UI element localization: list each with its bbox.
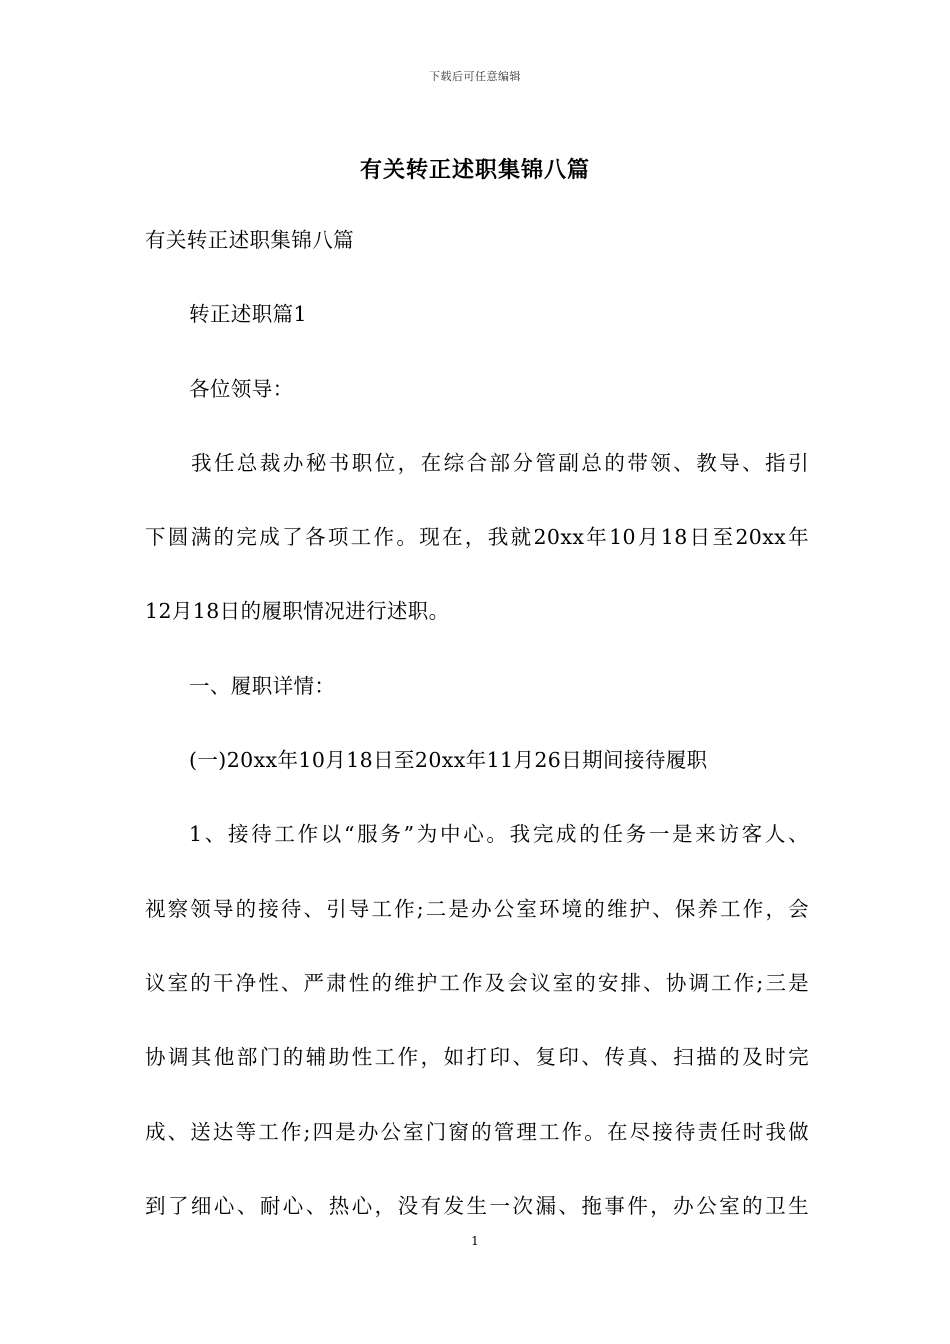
body-line: 12月18日的履职情况进行述职。 [145,599,450,624]
page-number: 1 [471,1234,479,1248]
document-title: 有关转正述职集锦八篇 [359,157,590,183]
body-line-heading: 一、履职详情： [189,673,336,698]
body-line: 到了细心、耐心、热心，没有发生一次漏、拖事件，办公室的卫生 [145,1193,809,1218]
body-line-subheading: (一)20xx年10月18日至20xx年11月26日期间接待履职 [189,748,708,773]
body-line: 视察领导的接待、引导工作;二是办公室环境的维护、保养工作，会 [145,896,809,921]
body-line: 下圆满的完成了各项工作。现在，我就20xx年10月18日至20xx年 [145,525,809,550]
body-line: 议室的干净性、严肃性的维护工作及会议室的安排、协调工作;三是 [145,970,809,995]
document-body [145,203,809,1243]
body-line-section-heading: 转正述职篇1 [189,302,307,327]
body-line: 我任总裁办秘书职位，在综合部分管副总的带领、教导、指引 [191,450,809,475]
body-line-subtitle: 有关转正述职集锦八篇 [145,228,354,252]
body-line: 协调其他部门的辅助性工作，如打印、复印、传真、扫描的及时完 [145,1045,809,1070]
body-line: 成、送达等工作;四是办公室门窗的管理工作。在尽接待责任时我做 [145,1119,809,1144]
body-line-salutation: 各位领导： [189,376,294,401]
header-note: 下载后可任意编辑 [429,70,521,83]
body-line: 1、接待工作以“服务”为中心。我完成的任务一是来访客人、 [189,822,809,847]
